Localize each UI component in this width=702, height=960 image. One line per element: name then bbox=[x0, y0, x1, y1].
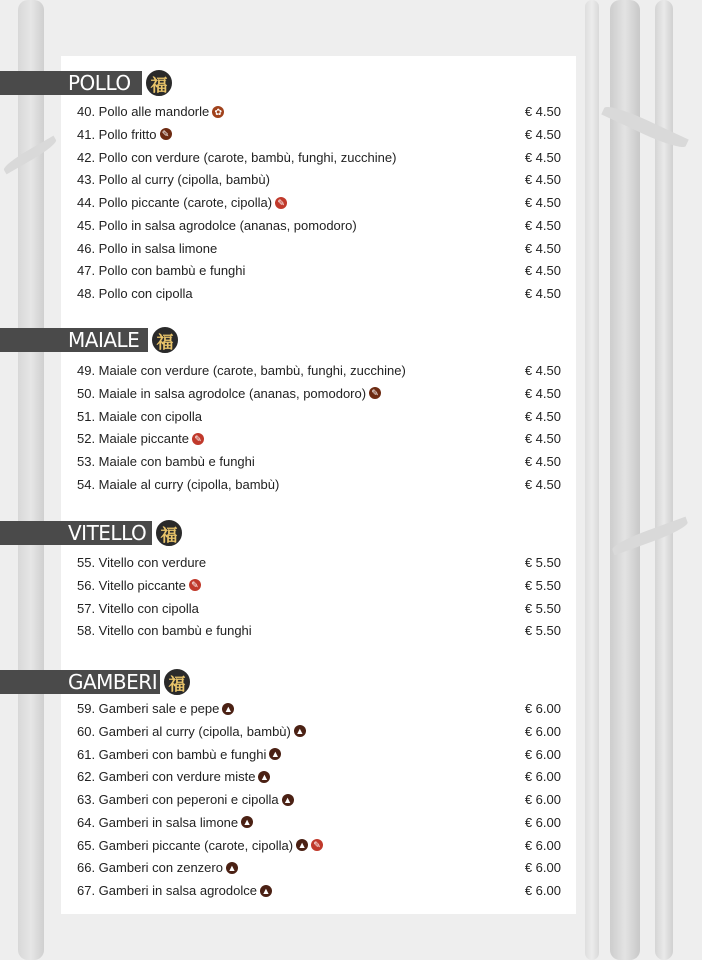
menu-item-name-wrap bbox=[77, 835, 323, 857]
bamboo-stalk-decoration bbox=[585, 0, 599, 960]
menu-item-price: € 5.50 bbox=[524, 555, 561, 570]
menu-item-name-wrap bbox=[77, 406, 202, 428]
menu-item-price: € 4.50 bbox=[524, 217, 561, 233]
shellfish-icon: ▲ bbox=[283, 794, 293, 805]
menu-item-row bbox=[77, 260, 561, 282]
section-title: GAMBERI bbox=[68, 670, 158, 694]
fortune-character-icon: 福 bbox=[162, 667, 192, 697]
menu-item-name: 56. Vitello piccante bbox=[77, 577, 186, 593]
menu-item-name-wrap bbox=[77, 238, 217, 260]
menu-item-name-wrap bbox=[77, 766, 270, 788]
fortune-character-icon: 福 bbox=[144, 68, 174, 98]
menu-item-row bbox=[77, 360, 561, 382]
menu-item-name: 40. Pollo alle mandorle bbox=[77, 104, 210, 119]
menu-item-name-wrap bbox=[77, 451, 255, 473]
menu-item-name-wrap bbox=[77, 575, 201, 597]
menu-item-name-wrap bbox=[77, 147, 396, 169]
section-title: MAIALE bbox=[68, 328, 140, 352]
menu-item-price: € 6.00 bbox=[524, 837, 561, 853]
menu-item-name-wrap bbox=[77, 260, 245, 282]
menu-item-name: 61. Gamberi con bambù e funghi bbox=[77, 746, 267, 762]
menu-item-price: € 6.00 bbox=[524, 701, 561, 716]
menu-item-name: 52. Maiale piccante bbox=[77, 431, 190, 447]
menu-item-name: 66. Gamberi con zenzero bbox=[77, 860, 223, 876]
menu-item-row bbox=[77, 857, 561, 879]
menu-item-price: € 5.50 bbox=[524, 623, 561, 639]
menu-item-name: 44. Pollo piccante (carote, cipolla) bbox=[77, 195, 273, 210]
menu-item-name-wrap bbox=[77, 857, 238, 879]
gluten-icon: ✎ bbox=[369, 387, 381, 399]
menu-item-name: 41. Pollo fritto bbox=[77, 126, 157, 142]
menu-item-row bbox=[77, 744, 561, 766]
menu-item-name: 59. Gamberi sale e pepe bbox=[77, 701, 220, 716]
menu-item-row bbox=[77, 283, 561, 305]
menu-item-name: 48. Pollo con cipolla bbox=[77, 286, 193, 301]
menu-item-price: € 5.50 bbox=[524, 577, 561, 593]
section-header bbox=[0, 71, 142, 95]
menu-item-price: € 6.00 bbox=[524, 814, 561, 830]
menu-item-name-wrap bbox=[77, 744, 281, 766]
menu-item-name: 43. Pollo al curry (cipolla, bambù) bbox=[77, 172, 270, 188]
menu-item-row bbox=[77, 215, 561, 237]
menu-item-name-wrap bbox=[77, 215, 357, 237]
menu-item-row bbox=[77, 169, 561, 191]
shellfish-icon: ▲ bbox=[295, 726, 305, 737]
menu-item-row bbox=[77, 721, 561, 743]
menu-item-name-wrap bbox=[77, 552, 206, 574]
menu-item-price: € 5.50 bbox=[524, 600, 561, 616]
menu-item-price: € 4.50 bbox=[524, 286, 561, 301]
menu-item-price: € 6.00 bbox=[524, 769, 561, 785]
menu-item-name: 60. Gamberi al curry (cipolla, bambù) bbox=[77, 723, 291, 739]
section-header bbox=[0, 670, 160, 694]
menu-item-row bbox=[77, 451, 561, 473]
menu-item-row bbox=[77, 383, 561, 405]
menu-item-row bbox=[77, 698, 561, 720]
spicy-icon: ✎ bbox=[189, 579, 201, 591]
menu-item-name-wrap bbox=[77, 283, 193, 305]
menu-item-name-wrap bbox=[77, 812, 253, 834]
menu-item-name-wrap bbox=[77, 101, 224, 123]
menu-item-price: € 4.50 bbox=[524, 263, 561, 279]
shellfish-icon: ▲ bbox=[260, 771, 269, 782]
shellfish-icon: ▲ bbox=[261, 885, 271, 896]
menu-item-name: 47. Pollo con bambù e funghi bbox=[77, 263, 246, 279]
menu-item-name: 50. Maiale in salsa agrodolce (ananas, pomodoro) bbox=[77, 385, 367, 401]
menu-item-price: € 4.50 bbox=[524, 195, 561, 210]
menu-item-price: € 6.00 bbox=[524, 746, 561, 762]
menu-item-row bbox=[77, 238, 561, 260]
nuts-icon: ✿ bbox=[212, 106, 224, 118]
menu-item-price: € 4.50 bbox=[524, 385, 561, 401]
fortune-character-icon: 福 bbox=[154, 518, 184, 548]
menu-item-price: € 6.00 bbox=[524, 883, 561, 898]
menu-item-price: € 4.50 bbox=[524, 172, 561, 188]
fortune-character-icon: 福 bbox=[150, 325, 180, 355]
menu-item-row bbox=[77, 101, 561, 123]
section-header bbox=[0, 328, 148, 352]
menu-item-name: 65. Gamberi piccante (carote, cipolla) bbox=[77, 837, 294, 853]
menu-item-name: 64. Gamberi in salsa limone bbox=[77, 814, 239, 830]
shellfish-icon: ▲ bbox=[223, 703, 233, 714]
menu-item-name-wrap bbox=[77, 169, 270, 191]
menu-item-name: 42. Pollo con verdure (carote, bambù, funghi, zucchine) bbox=[77, 149, 397, 165]
menu-item-name-wrap bbox=[77, 124, 172, 146]
menu-item-price: € 4.50 bbox=[524, 126, 561, 142]
shellfish-icon: ▲ bbox=[297, 840, 307, 851]
menu-item-name: 63. Gamberi con peperoni e cipolla bbox=[77, 792, 279, 807]
menu-item-name: 46. Pollo in salsa limone bbox=[77, 240, 218, 256]
menu-item-row bbox=[77, 552, 561, 574]
menu-item-row bbox=[77, 575, 561, 597]
menu-item-name-wrap bbox=[77, 428, 204, 450]
menu-item-name: 62. Gamberi con verdure miste bbox=[77, 769, 256, 785]
menu-item-row bbox=[77, 598, 561, 620]
gluten-icon: ✎ bbox=[160, 128, 172, 140]
menu-item-row bbox=[77, 147, 561, 169]
menu-item-name-wrap bbox=[77, 698, 234, 720]
spicy-icon: ✎ bbox=[192, 433, 204, 445]
menu-item-row bbox=[77, 474, 561, 496]
menu-item-price: € 4.50 bbox=[524, 149, 561, 165]
menu-item-row bbox=[77, 406, 561, 428]
menu-item-name-wrap bbox=[77, 620, 252, 642]
menu-item-row bbox=[77, 124, 561, 146]
menu-item-name: 53. Maiale con bambù e funghi bbox=[77, 454, 255, 469]
menu-item-price: € 4.50 bbox=[524, 454, 561, 469]
menu-item-row bbox=[77, 192, 561, 214]
spicy-icon: ✎ bbox=[275, 197, 287, 209]
section-header bbox=[0, 521, 152, 545]
menu-item-row bbox=[77, 789, 561, 811]
menu-item-name-wrap bbox=[77, 789, 294, 811]
menu-item-name-wrap bbox=[77, 383, 381, 405]
menu-item-name: 45. Pollo in salsa agrodolce (ananas, pomodoro) bbox=[77, 217, 357, 233]
menu-item-price: € 4.50 bbox=[524, 476, 561, 492]
bamboo-stalk-decoration bbox=[610, 0, 640, 960]
menu-item-name-wrap bbox=[77, 474, 279, 496]
menu-item-name-wrap bbox=[77, 721, 306, 743]
menu-item-price: € 6.00 bbox=[524, 723, 561, 739]
menu-item-name-wrap bbox=[77, 360, 406, 382]
menu-item-row bbox=[77, 428, 561, 450]
menu-item-price: € 4.50 bbox=[524, 408, 561, 424]
menu-item-name: 58. Vitello con bambù e funghi bbox=[77, 623, 252, 639]
menu-item-row bbox=[77, 620, 561, 642]
menu-item-price: € 4.50 bbox=[524, 363, 561, 378]
menu-item-name-wrap bbox=[77, 598, 199, 620]
menu-item-name: 54. Maiale al curry (cipolla, bambù) bbox=[77, 476, 280, 492]
menu-item-name: 55. Vitello con verdure bbox=[77, 555, 207, 570]
menu-item-name: 51. Maiale con cipolla bbox=[77, 408, 203, 424]
menu-item-price: € 4.50 bbox=[524, 431, 561, 447]
menu-item-price: € 4.50 bbox=[524, 240, 561, 256]
menu-item-name-wrap bbox=[77, 192, 287, 214]
menu-item-price: € 6.00 bbox=[524, 792, 561, 807]
menu-item-price: € 4.50 bbox=[524, 104, 561, 119]
menu-item-name-wrap bbox=[77, 880, 272, 902]
menu-item-row bbox=[77, 812, 561, 834]
menu-item-row bbox=[77, 880, 561, 902]
section-title: POLLO bbox=[68, 71, 131, 95]
shellfish-icon: ▲ bbox=[227, 862, 237, 873]
shellfish-icon: ▲ bbox=[242, 817, 252, 828]
menu-item-price: € 6.00 bbox=[524, 860, 561, 876]
menu-item-row bbox=[77, 766, 561, 788]
menu-item-name: 57. Vitello con cipolla bbox=[77, 600, 199, 616]
menu-item-row bbox=[77, 835, 561, 857]
shellfish-icon: ▲ bbox=[270, 749, 280, 760]
section-title: VITELLO bbox=[68, 521, 147, 545]
menu-item-name: 67. Gamberi in salsa agrodolce bbox=[77, 883, 257, 898]
spicy-icon: ✎ bbox=[311, 839, 323, 851]
menu-item-name: 49. Maiale con verdure (carote, bambù, funghi, zucchine) bbox=[77, 363, 406, 378]
